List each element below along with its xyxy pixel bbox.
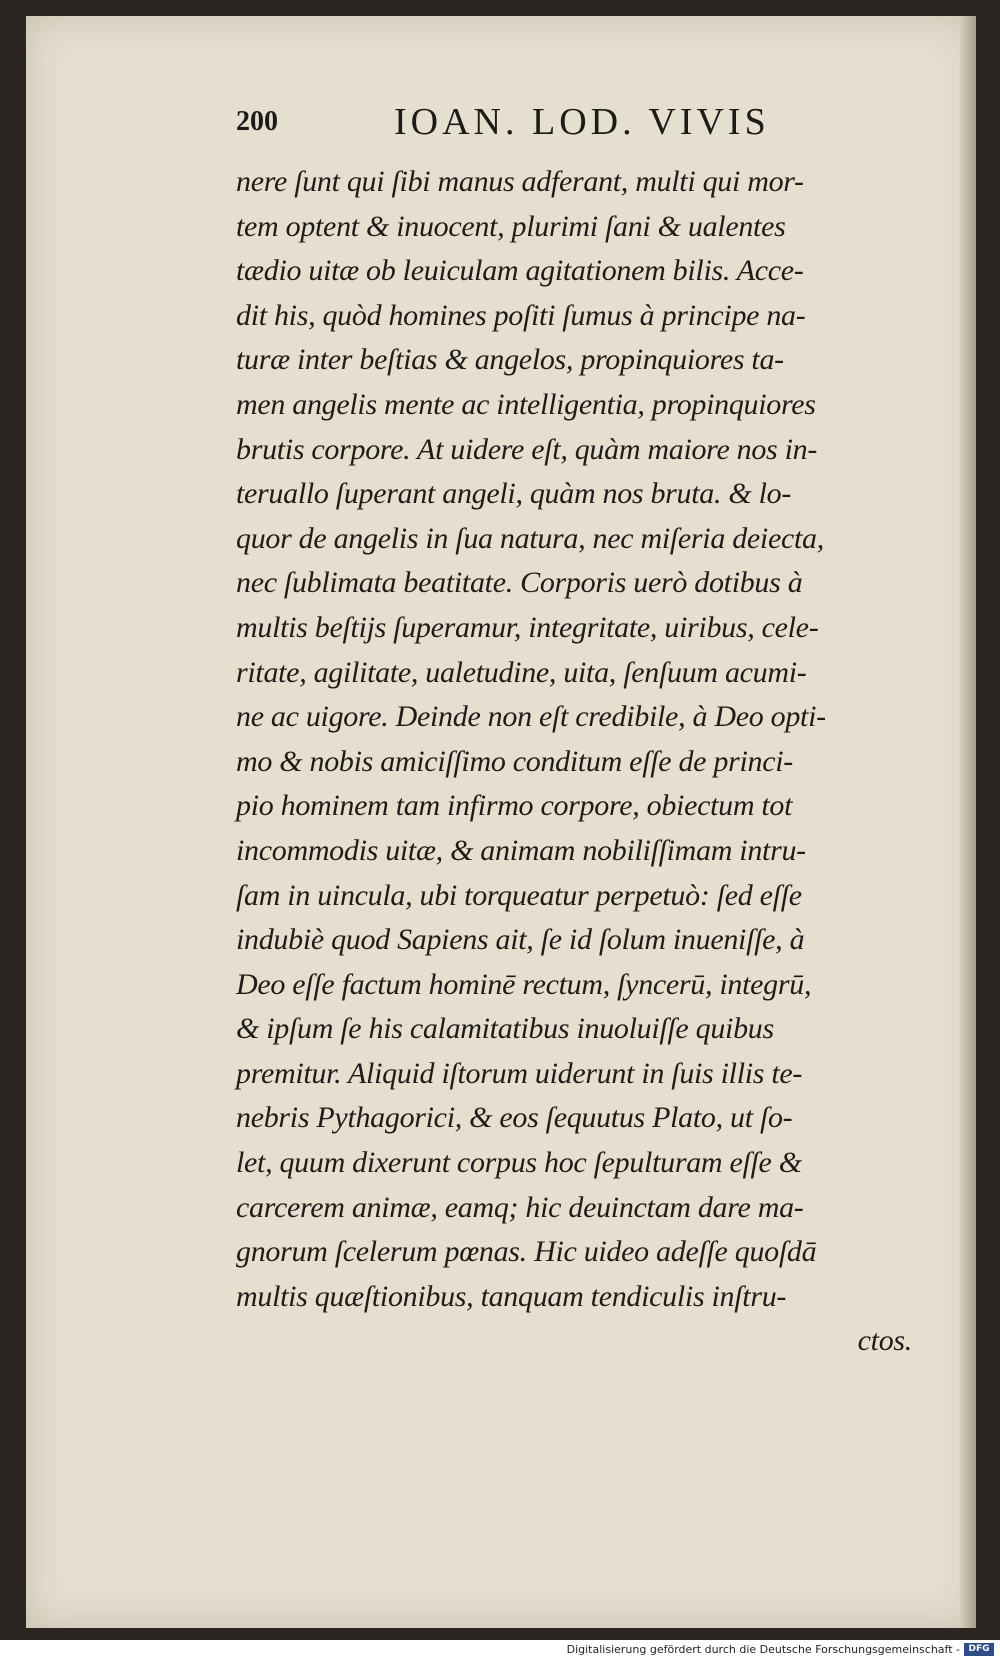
- text-line: tædio uitæ ob leuiculam agitationem bilis. Acce-: [236, 254, 804, 288]
- text-line: nere ſunt qui ſibi manus adferant, multi qui mor-: [236, 165, 804, 198]
- dfg-logo-icon: DFG: [964, 1643, 994, 1656]
- text-line: men angelis mente ac intelligentia, propinquiores: [236, 387, 816, 421]
- text-line: Deo eſſe factum hominē rectum, ſyncerū, integrū,: [236, 967, 812, 1001]
- catchword: ctos.: [857, 1324, 912, 1358]
- text-line: let, quum dixerunt corpus hoc ſepulturam eſſe &: [236, 1146, 802, 1180]
- text-line: brutis corpore. At uidere eſt, quàm maiore nos in-: [236, 432, 818, 466]
- text-line: tem optent & inuocent, plurimi ſani & ualentes: [236, 209, 786, 243]
- text-line: multis quæſtionibus, tanquam tendiculis inſtru-: [236, 1279, 787, 1313]
- page-fore-edge: [960, 16, 976, 1628]
- text-line: nebris Pythagorici, & eos ſequutus Plato, ut ſo-: [236, 1101, 793, 1135]
- text-line: indubiè quod Sapiens ait, ſe id ſolum inueniſſe, à: [236, 923, 805, 957]
- text-line: ſam in uincula, ubi torqueatur perpetuò: ſed eſſe: [236, 878, 802, 912]
- text-line: carcerem animæ, eamq; hic deuinctam dare ma-: [236, 1190, 804, 1224]
- text-line: premitur. Aliquid iſtorum uiderunt in ſuis illis te-: [236, 1056, 803, 1090]
- funding-credit: Digitalisierung gefördert durch die Deutsche Forschungsgemeinschaft -: [566, 1643, 960, 1656]
- text-line: gnorum ſcelerum pœnas. Hic uideo adeſſe quoſdā: [236, 1235, 817, 1269]
- digitization-footer: [0, 1640, 1000, 1661]
- running-title: IOAN. LOD. VIVIS: [394, 101, 770, 143]
- text-block: [236, 160, 926, 1364]
- text-line: ritate, agilitate, ualetudine, uita, ſenſuum acumi-: [236, 655, 807, 689]
- text-line: ne ac uigore. Deinde non eſt credibile, à Deo opti-: [236, 700, 826, 734]
- text-line: quor de angelis in ſua natura, nec miſeria deiecta,: [236, 521, 824, 555]
- text-line: mo & nobis amiciſſimo conditum eſſe de princi-: [236, 744, 793, 778]
- text-line: incommodis uitæ, & animam nobiliſſimam intru-: [236, 833, 806, 867]
- text-line: turæ inter beſtias & angelos, propinquiores ta-: [236, 343, 784, 377]
- text-line: dit his, quòd homines poſiti ſumus à principe na-: [236, 298, 806, 332]
- page-number: 200: [236, 106, 278, 137]
- text-line: teruallo ſuperant angeli, quàm nos bruta. & lo-: [236, 477, 792, 511]
- text-line: nec ſublimata beatitate. Corporis uerò dotibus à: [236, 566, 803, 600]
- text-line: & ipſum ſe his calamitatibus inuoluiſſe quibus: [236, 1012, 774, 1046]
- text-line: pio hominem tam infirmo corpore, obiectum tot: [236, 789, 793, 823]
- text-line: multis beſtijs ſuperamur, integritate, uiribus, cele-: [236, 610, 819, 644]
